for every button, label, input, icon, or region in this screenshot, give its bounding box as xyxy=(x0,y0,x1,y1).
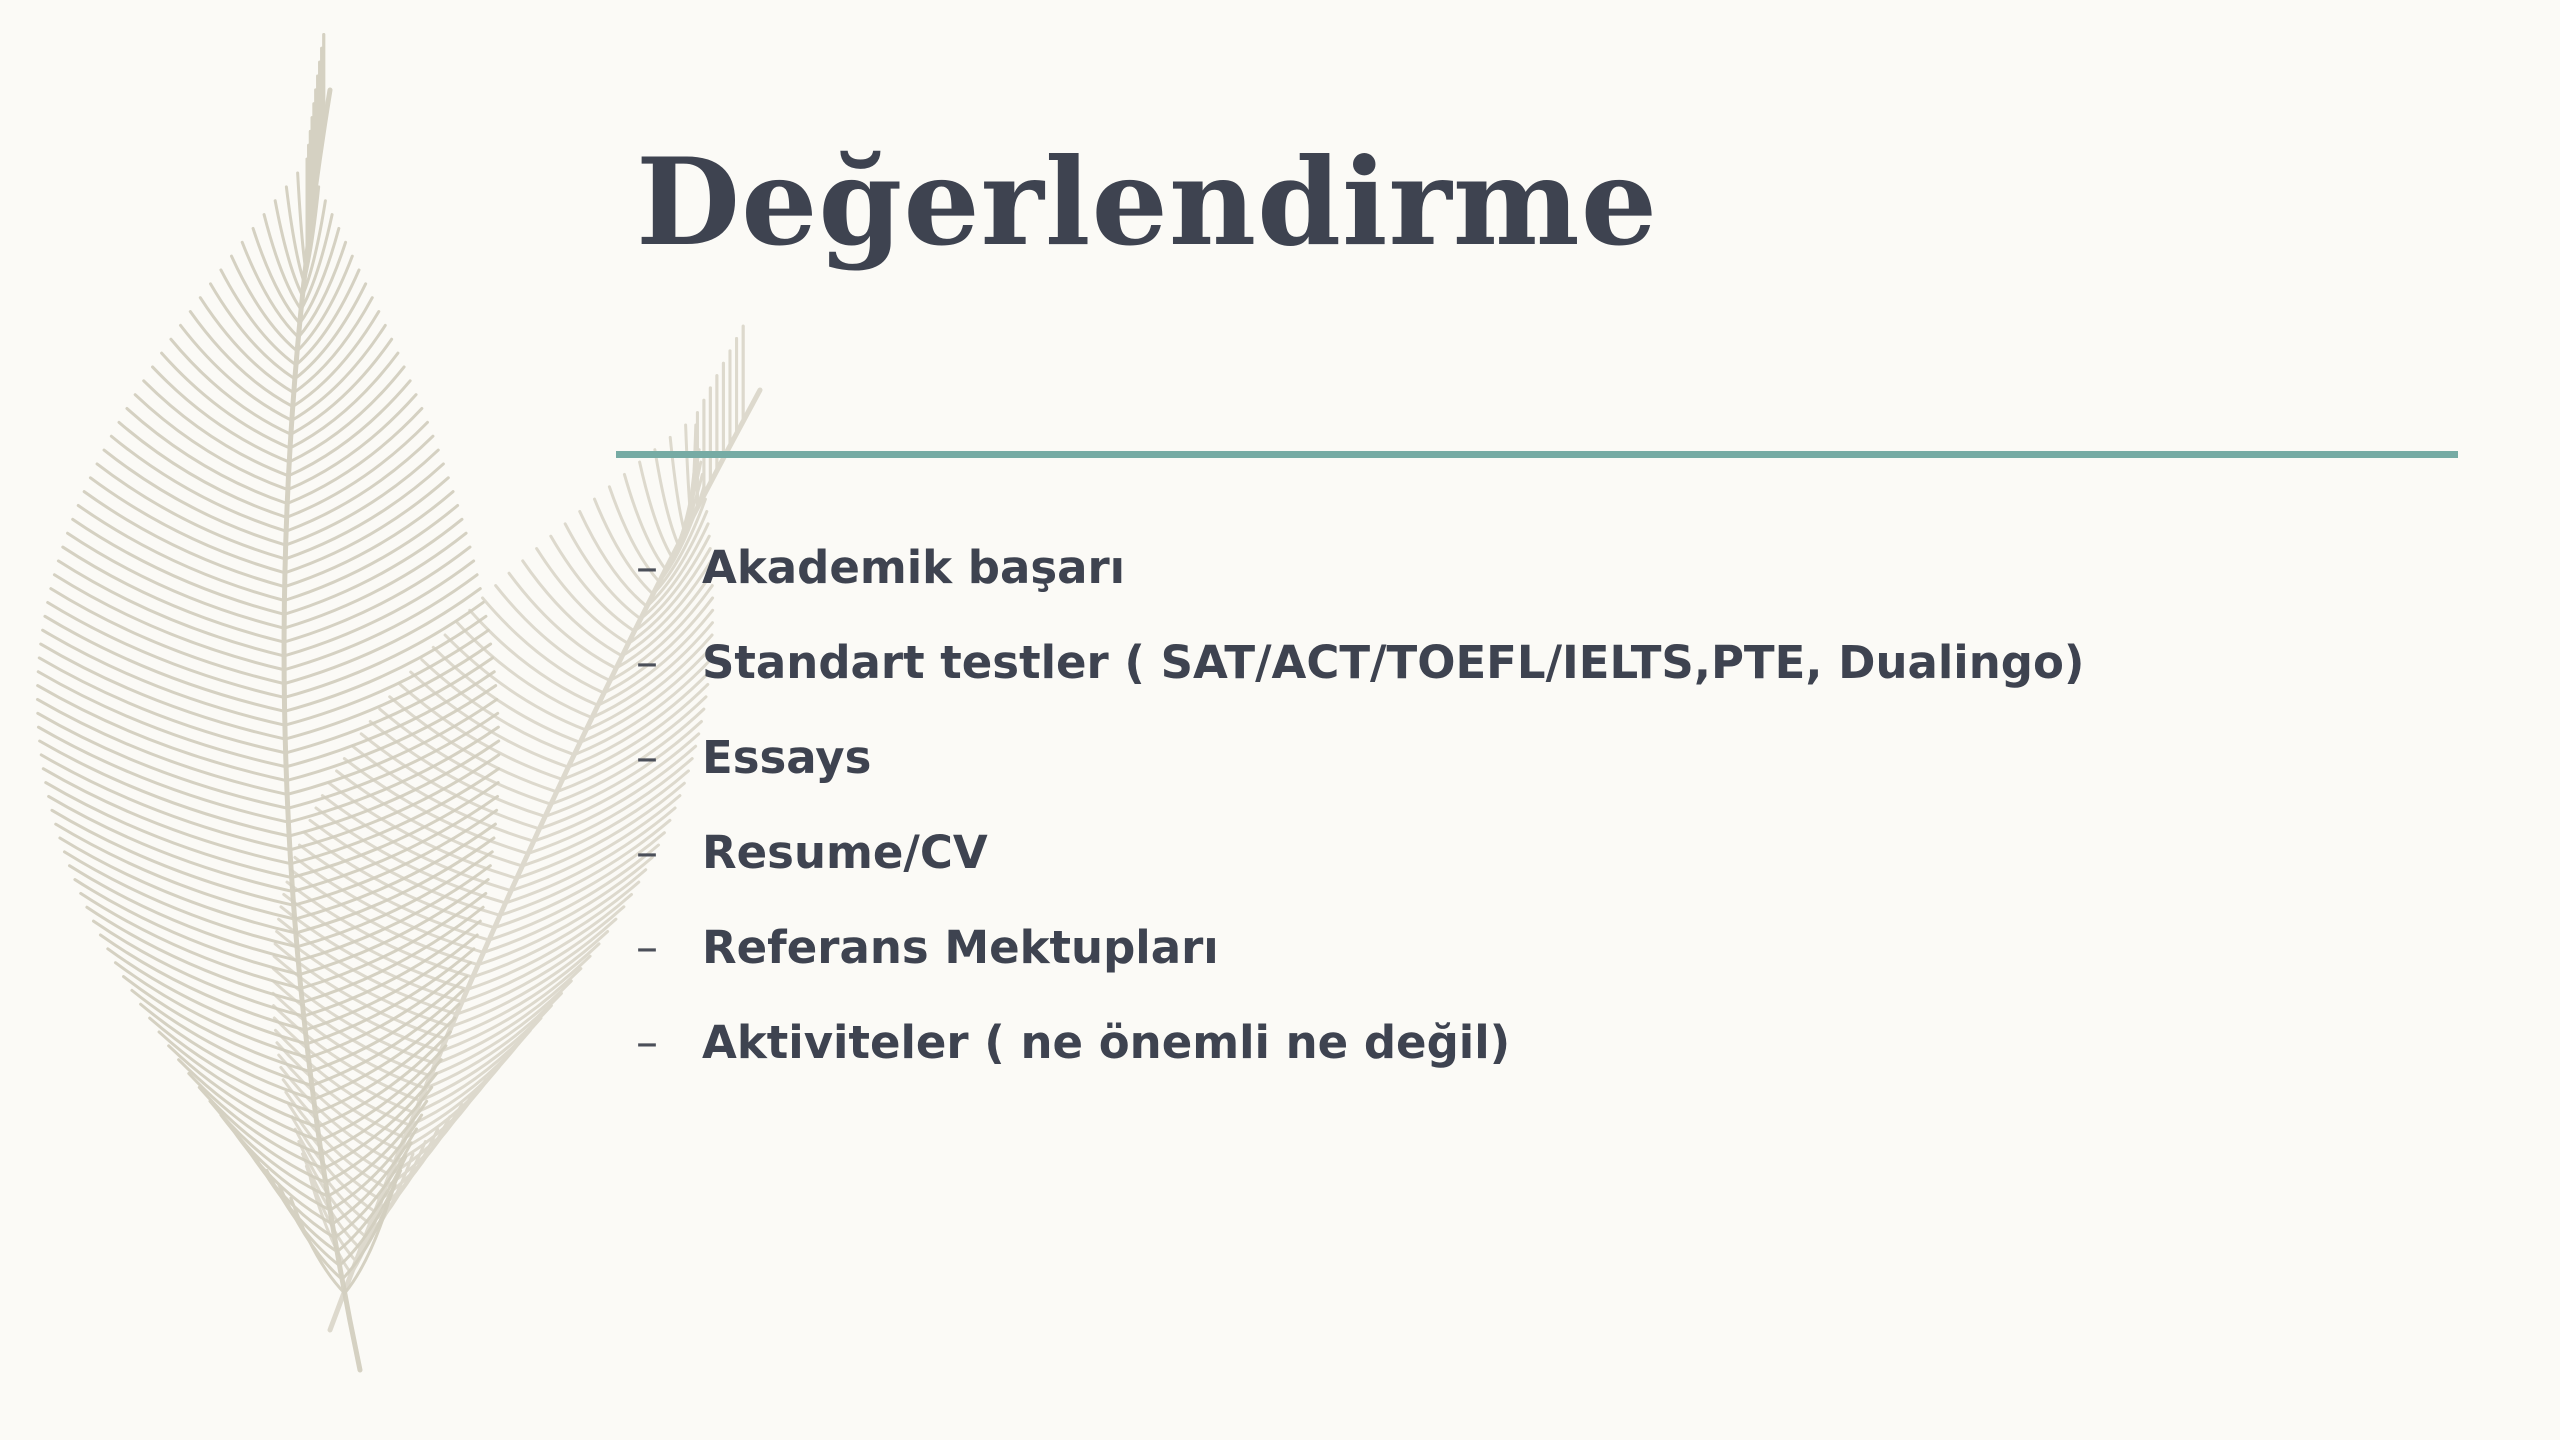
bullet-dash: – xyxy=(636,827,658,878)
page-title: Değerlendirme xyxy=(636,132,1659,273)
list-item xyxy=(636,805,2084,900)
bullet-dash: – xyxy=(636,1017,658,1068)
bullet-dash: – xyxy=(636,542,658,593)
bullet-dash: – xyxy=(636,732,658,783)
list-item xyxy=(636,615,2084,710)
bullet-list xyxy=(636,520,2084,1090)
bullet-text: Standart testler ( SAT/ACT/TOEFL/IELTS,PTE, Dualingo) xyxy=(702,636,2085,689)
bullet-text: Akademik başarı xyxy=(702,541,1126,594)
list-item xyxy=(636,520,2084,615)
list-item xyxy=(636,900,2084,995)
bullet-text: Aktiviteler ( ne önemli ne değil) xyxy=(702,1016,1511,1069)
list-item xyxy=(636,710,2084,805)
bullet-text: Referans Mektupları xyxy=(702,921,1219,974)
bullet-dash: – xyxy=(636,922,658,973)
bullet-dash: – xyxy=(636,637,658,688)
list-item xyxy=(636,995,2084,1090)
title-divider xyxy=(616,451,2458,458)
bullet-text: Essays xyxy=(702,731,872,784)
bullet-text: Resume/CV xyxy=(702,826,988,879)
